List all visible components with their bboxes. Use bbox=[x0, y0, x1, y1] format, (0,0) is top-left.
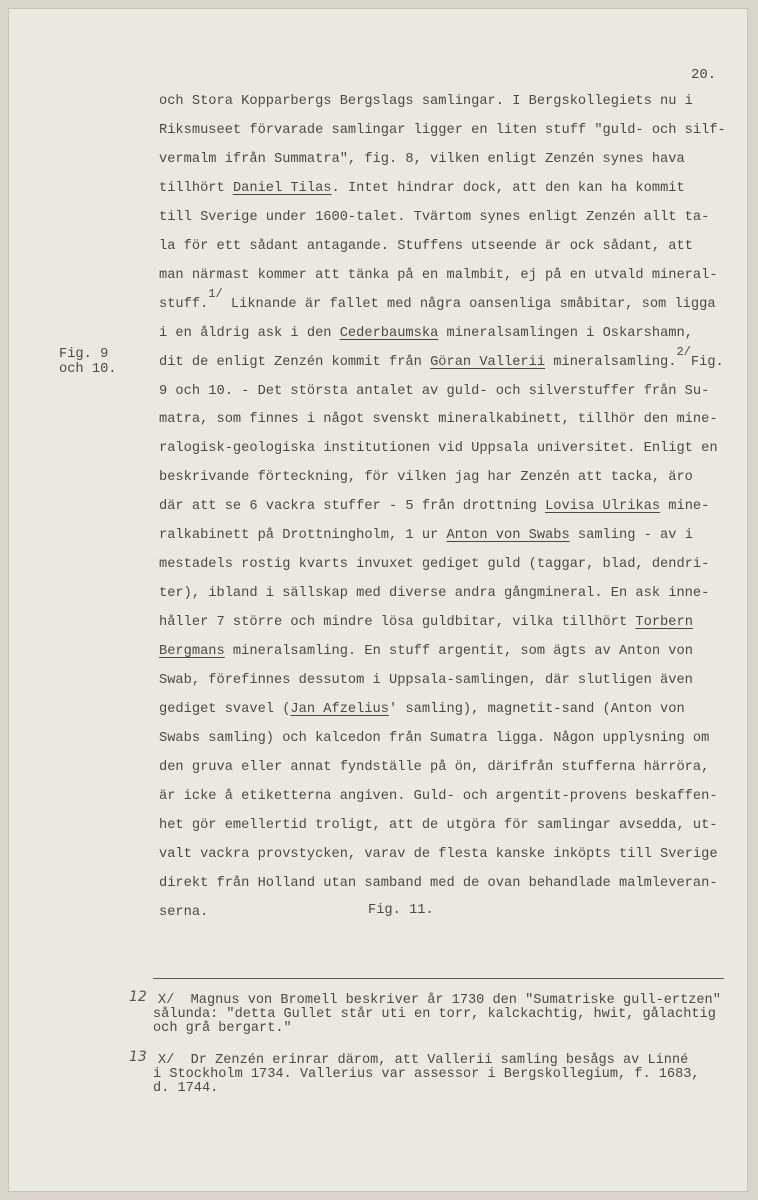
footnote-line: X/ Dr Zenzén erinrar därom, att Vallerii samling besågs av Linné bbox=[158, 1053, 689, 1068]
text-segment: Fig. bbox=[690, 354, 724, 370]
text-line bbox=[159, 730, 709, 748]
text-line bbox=[159, 180, 685, 198]
text-segment: i en åldrig ask i den bbox=[159, 325, 340, 341]
text-segment: valt vackra provstycken, varav de flesta kanske inköpts till Sverige bbox=[159, 846, 718, 862]
text-segment: het gör emellertid troligt, att de utgöra för samlingar avsedda, ut- bbox=[159, 817, 718, 833]
text-line bbox=[159, 614, 693, 632]
text-segment: matra, som finnes i något svenskt mineralkabinett, tillhör den mine- bbox=[159, 412, 718, 428]
text-segment: ter), ibland i sällskap med diverse andra gångmineral. En ask inne- bbox=[159, 586, 710, 602]
text-segment: där att se 6 vackra stuffer - 5 från drottning bbox=[159, 499, 546, 515]
text-segment: tillhört bbox=[159, 180, 233, 196]
footnote-line: X/ Magnus von Bromell beskriver år 1730 den "Sumatriske gull-ertzen" bbox=[158, 993, 721, 1008]
text-segment: mineralsamling. En stuff argentit, som ägts av Anton von bbox=[224, 644, 693, 660]
text-line bbox=[159, 904, 208, 922]
text-segment: la för ett sådant antagande. Stuffens utseende är ock sådant, att bbox=[159, 238, 693, 254]
text-segment: serna. bbox=[159, 904, 209, 920]
text-segment: gediget svavel ( bbox=[159, 701, 291, 717]
margin-note-line: och 10. bbox=[59, 362, 117, 377]
handwritten-footnote-number: 12 bbox=[129, 989, 147, 1005]
text-line bbox=[159, 788, 718, 806]
footnote-reference: 2/ bbox=[676, 344, 691, 359]
text-line bbox=[159, 846, 718, 864]
underlined-name: Jan Afzelius bbox=[290, 701, 389, 717]
text-segment: och Stora Kopparbergs Bergslags samlingar. I Bergskollegiets nu i bbox=[159, 94, 693, 109]
text-line bbox=[159, 209, 709, 227]
underlined-name: Lovisa Ulrikas bbox=[545, 499, 661, 515]
text-line bbox=[159, 672, 693, 690]
footnote-line: och grå bergart." bbox=[153, 1021, 292, 1036]
text-segment: ralkabinett på Drottningholm, 1 ur bbox=[159, 528, 447, 544]
text-line bbox=[159, 498, 709, 516]
text-line bbox=[159, 286, 716, 314]
text-line bbox=[159, 151, 685, 169]
footnote-line: d. 1744. bbox=[153, 1081, 219, 1096]
footnote-line: sålunda: "detta Gullet står uti en torr, kalckachtig, hwit, gålachtig bbox=[153, 1007, 716, 1022]
text-segment: Swabs samling) och kalcedon från Sumatra ligga. Någon upplysning om bbox=[159, 730, 710, 746]
page-number: 20. bbox=[691, 67, 717, 83]
text-segment: direkt från Holland utan samband med de ovan behandlade malmleveran- bbox=[159, 875, 718, 891]
underlined-name: Bergmans bbox=[159, 644, 225, 660]
text-segment: stuff. bbox=[159, 296, 209, 312]
document-page bbox=[8, 8, 748, 1192]
underlined-name: Daniel Tilas bbox=[232, 180, 332, 196]
text-line bbox=[159, 643, 693, 661]
text-line bbox=[159, 122, 726, 140]
margin-note-line: Fig. 9 bbox=[59, 347, 109, 362]
figure-caption: Fig. 11. bbox=[368, 903, 434, 918]
text-line bbox=[159, 440, 718, 458]
text-line bbox=[159, 585, 709, 603]
text-segment: man närmast kommer att tänka på en malmbit, ej på en utvald mineral- bbox=[159, 267, 718, 283]
text-segment: ralogisk-geologiska institutionen vid Uppsala universitet. Enligt en bbox=[159, 441, 718, 457]
text-segment: mineralsamlingen i Oskarshamn, bbox=[438, 325, 693, 341]
text-segment: mestadels rostig kvarts invuxet gediget guld (taggar, blad, dendri- bbox=[159, 557, 710, 573]
text-segment: beskrivande förteckning, för vilken jag har Zenzén att tacka, äro bbox=[159, 470, 693, 486]
text-line bbox=[159, 875, 718, 893]
footnote-divider bbox=[153, 978, 724, 979]
text-segment: Riksmuseet förvarade samlingar ligger en liten stuff "guld- och silf- bbox=[159, 122, 726, 138]
text-segment: Liknande är fallet med några oansenliga småbitar, som ligga bbox=[222, 296, 716, 312]
text-line bbox=[159, 238, 693, 256]
text-line bbox=[159, 817, 718, 835]
text-segment: 9 och 10. - Det största antalet av guld- och silverstuffer från Su- bbox=[159, 383, 710, 399]
footnote-reference: 1/ bbox=[208, 286, 223, 301]
text-line bbox=[159, 93, 693, 111]
text-line bbox=[159, 759, 709, 777]
margin-note bbox=[59, 347, 117, 377]
text-line bbox=[159, 701, 685, 719]
text-segment: Swab, förefinnes dessutom i Uppsala-samlingen, där slutligen även bbox=[159, 673, 693, 688]
text-line bbox=[159, 325, 693, 343]
text-segment: mine- bbox=[660, 499, 710, 515]
underlined-name: Anton von Swabs bbox=[446, 528, 570, 544]
text-segment: håller 7 större och mindre lösa guldbitar, vilka tillhört bbox=[159, 615, 636, 631]
text-segment: dit de enligt Zenzén kommit från bbox=[159, 354, 431, 370]
text-segment: vermalm ifrån Summatra", fig. 8, vilken enligt Zenzén synes hava bbox=[159, 151, 685, 167]
text-segment: är icke å etiketterna angiven. Guld- och argentit-provens beskaffen- bbox=[159, 788, 718, 804]
underlined-name: Cederbaumska bbox=[339, 325, 439, 341]
handwritten-footnote-number: 13 bbox=[129, 1049, 147, 1065]
text-segment: till Sverige under 1600-talet. Tvärtom synes enligt Zenzén allt ta- bbox=[159, 209, 710, 225]
text-segment: ' samling), magnetit-sand (Anton von bbox=[389, 701, 685, 717]
underlined-name: Torbern bbox=[635, 615, 693, 631]
text-line bbox=[159, 556, 709, 574]
text-line bbox=[159, 469, 693, 487]
underlined-name: Göran Vallerii bbox=[430, 354, 546, 370]
text-line bbox=[159, 383, 709, 401]
text-line bbox=[159, 267, 718, 285]
text-line bbox=[159, 411, 718, 429]
text-segment: den gruva eller annat fyndställe på ön, därifrån stufferna härröra, bbox=[159, 759, 710, 775]
text-segment: mineralsamling. bbox=[545, 354, 677, 370]
text-segment: samling - av i bbox=[569, 528, 693, 544]
text-line bbox=[159, 344, 724, 372]
text-line bbox=[159, 527, 693, 545]
text-segment: . Intet hindrar dock, att den kan ha kommit bbox=[331, 180, 685, 196]
footnote-line: i Stockholm 1734. Vallerius var assessor i Bergskollegium, f. 1683, bbox=[153, 1067, 700, 1082]
